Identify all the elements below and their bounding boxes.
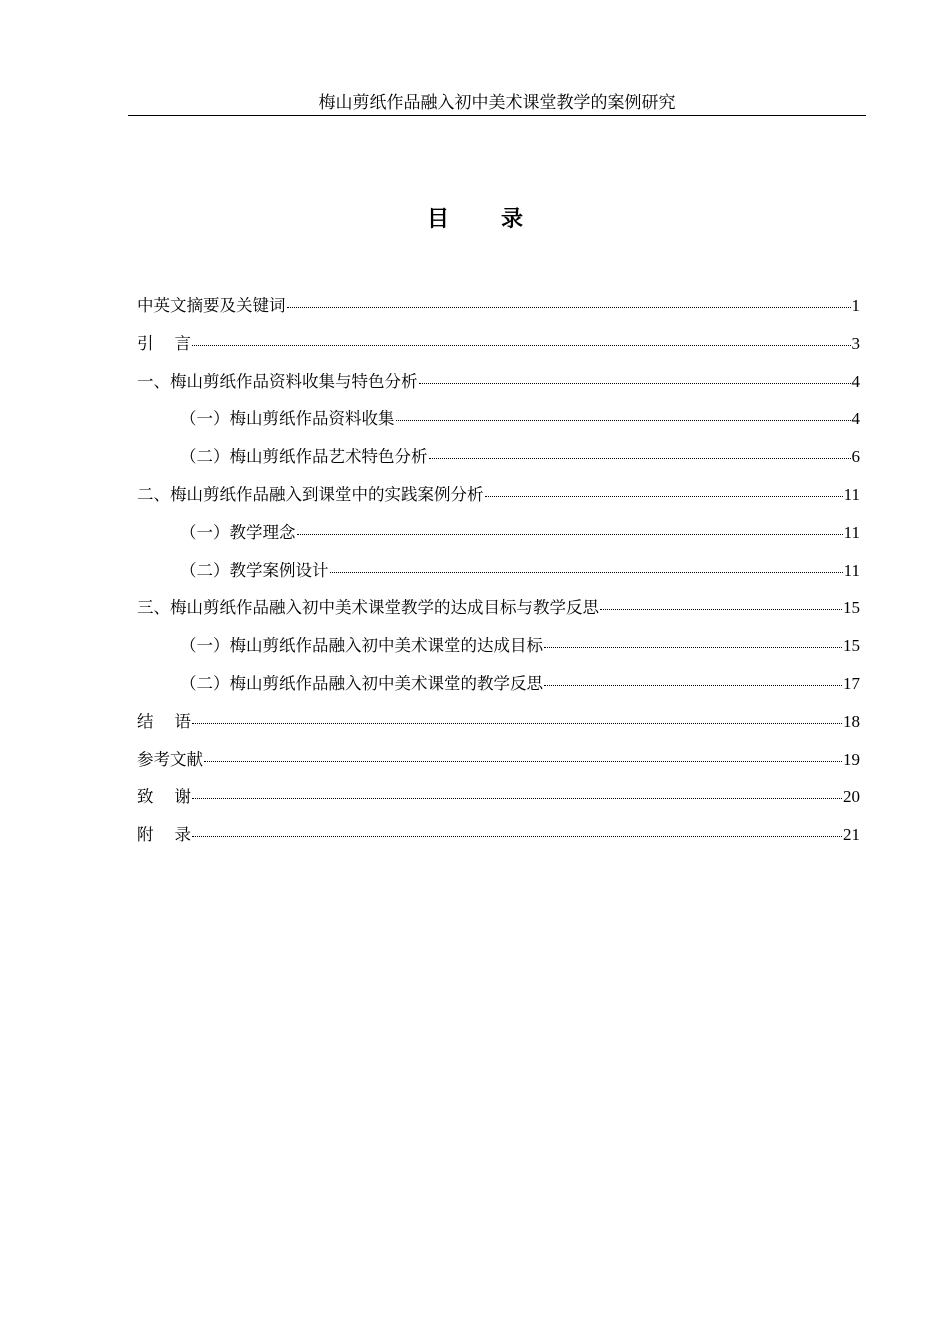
toc-entry[interactable] [137, 596, 860, 634]
toc-title [0, 202, 950, 233]
toc-entry[interactable] [137, 370, 860, 408]
toc-entry-page: 11 [843, 522, 860, 542]
dot-leader [192, 798, 842, 799]
toc-entry[interactable] [137, 748, 860, 786]
dot-leader [192, 836, 842, 837]
toc-entry-page: 4 [851, 371, 860, 391]
table-of-contents [137, 294, 860, 861]
toc-entry-label: （一）梅山剪纸作品资料收集 [180, 409, 395, 429]
toc-entry[interactable] [137, 823, 860, 861]
toc-entry-page: 6 [851, 447, 860, 467]
toc-entry[interactable] [137, 445, 860, 483]
dot-leader [485, 496, 843, 497]
toc-entry-label: 中英文摘要及关键词 [137, 296, 286, 315]
toc-entry-label: 参考文献 [137, 749, 203, 769]
toc-entry-page: 19 [843, 749, 860, 769]
toc-entry[interactable] [137, 332, 860, 370]
toc-entry[interactable] [137, 294, 860, 332]
toc-title-char: 目 [426, 206, 449, 232]
toc-entry-page: 3 [851, 333, 860, 353]
toc-entry-label: 附 录 [137, 825, 191, 845]
dot-leader [600, 609, 842, 610]
dot-leader [192, 723, 842, 724]
toc-entry[interactable] [137, 785, 860, 823]
toc-entry-page: 18 [843, 711, 860, 731]
dot-leader [297, 534, 843, 535]
toc-entry[interactable] [137, 559, 860, 597]
toc-entry-page: 20 [843, 787, 860, 807]
header-rule [128, 115, 866, 116]
toc-entry-label: （二）教学案例设计 [180, 560, 329, 580]
toc-entry-page: 1 [851, 296, 860, 315]
toc-entry-page: 21 [843, 825, 860, 845]
toc-entry[interactable] [137, 483, 860, 521]
toc-entry-page: 11 [843, 560, 860, 580]
dot-leader [330, 572, 843, 573]
dot-leader [396, 420, 851, 421]
toc-entry-label: 引 言 [137, 333, 191, 353]
toc-entry-label: 结 语 [137, 711, 191, 731]
toc-entry[interactable] [137, 672, 860, 710]
toc-entry-page: 4 [851, 409, 860, 429]
toc-entry-page: 15 [843, 598, 860, 618]
dot-leader [419, 383, 851, 384]
toc-entry-page: 11 [843, 484, 860, 504]
dot-leader [429, 458, 851, 459]
toc-entry-label: （二）梅山剪纸作品融入初中美术课堂的教学反思 [180, 673, 543, 693]
toc-entry-label: 致 谢 [137, 787, 191, 807]
toc-entry-label: （一）教学理念 [180, 522, 296, 542]
toc-entry-label: （一）梅山剪纸作品融入初中美术课堂的达成目标 [180, 636, 543, 656]
dot-leader [204, 761, 842, 762]
toc-entry[interactable] [137, 710, 860, 748]
toc-entry-label: 一、梅山剪纸作品资料收集与特色分析 [137, 371, 418, 391]
toc-entry-label: 三、梅山剪纸作品融入初中美术课堂教学的达成目标与教学反思 [137, 598, 599, 618]
toc-entry-label: （二）梅山剪纸作品艺术特色分析 [180, 447, 428, 467]
toc-title-char: 录 [501, 206, 524, 232]
toc-entry[interactable] [137, 521, 860, 559]
toc-entry-label: 二、梅山剪纸作品融入到课堂中的实践案例分析 [137, 484, 484, 504]
dot-leader [287, 307, 851, 308]
toc-entry-page: 15 [843, 636, 860, 656]
dot-leader [192, 345, 851, 346]
dot-leader [544, 685, 842, 686]
running-header: 梅山剪纸作品融入初中美术课堂教学的案例研究 [318, 93, 676, 113]
dot-leader [544, 647, 842, 648]
toc-entry[interactable] [137, 407, 860, 445]
toc-entry[interactable] [137, 634, 860, 672]
toc-entry-page: 17 [843, 673, 860, 693]
